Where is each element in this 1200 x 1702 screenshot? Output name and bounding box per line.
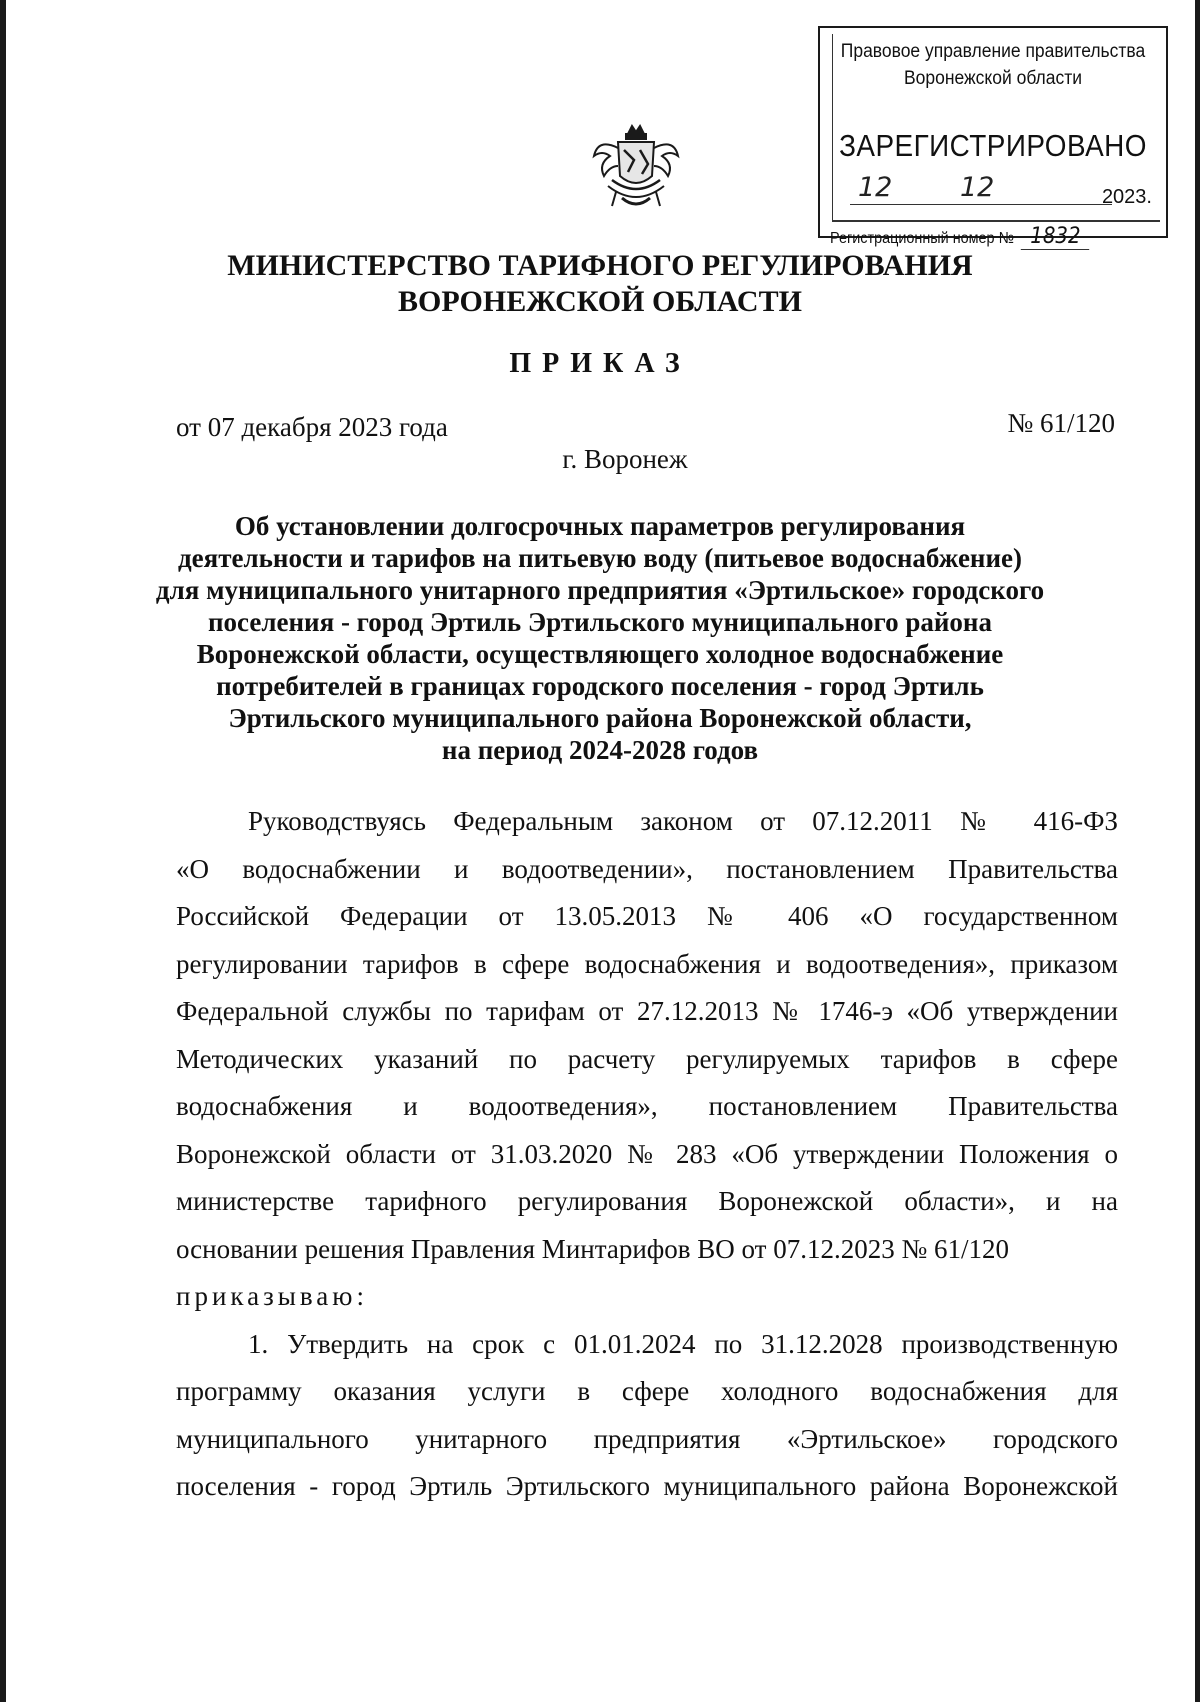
subject-line: поселения - город Эртиль Эртильского муниципального района xyxy=(207,607,992,637)
subject-line: Об установлении долгосрочных параметров регулирования xyxy=(234,511,966,541)
orders-word: приказываю: xyxy=(176,1281,368,1311)
order-date: от 07 декабря 2023 года xyxy=(176,412,448,442)
subject-line: Эртильского муниципального района Воронежской области, xyxy=(228,703,972,733)
stamp-organization xyxy=(834,38,1152,92)
stamp-regnum-label: Регистрационный номер № xyxy=(830,230,1015,247)
registration-stamp xyxy=(818,26,1168,249)
order-body xyxy=(176,798,1118,1511)
order-number: № 61/120 xyxy=(1007,408,1115,438)
subject-line: Воронежской области, осуществляющего холодное водоснабжение xyxy=(196,639,1004,669)
item1-line: 1. Утвердить на срок с 01.01.2024 по 31.12.2028 производственную xyxy=(248,1328,1118,1359)
body-line: министерстве тарифного регулирования Воронежской области», и на xyxy=(176,1186,1118,1216)
scan-edge-left xyxy=(0,0,6,1702)
stamp-month: 12 xyxy=(960,172,995,203)
body-line: Воронежской области от 31.03.2020 № 283 «Об утверждении Положения о xyxy=(176,1138,1118,1169)
coat-of-arms-icon xyxy=(588,120,684,212)
subject-line: на период 2024-2028 годов xyxy=(441,735,759,765)
item1-line: муниципального унитарного предприятия «Эртильское» городского xyxy=(176,1423,1118,1454)
stamp-registered-label: ЗАРЕГИСТРИРОВАНО xyxy=(839,128,1147,163)
order-city: г. Воронеж xyxy=(562,444,688,474)
scan-edge-right xyxy=(1195,0,1200,1702)
stamp-day: 12 xyxy=(858,172,893,203)
body-line: водоснабжения и водоотведения», постановлением Правительства xyxy=(176,1091,1118,1121)
ministry-title xyxy=(100,248,1100,320)
body-line: Российской Федерации от 13.05.2013 № 406 «О государственном xyxy=(176,901,1118,931)
stamp-org-line1: Правовое управление правительства xyxy=(840,41,1146,62)
stamp-date-line xyxy=(850,204,1112,205)
ministry-title-line1: МИНИСТЕРСТВО ТАРИФНОГО РЕГУЛИРОВАНИЯ xyxy=(227,249,973,282)
order-heading: ПРИКАЗ xyxy=(509,348,691,379)
body-line: регулировании тарифов в сфере водоснабжения и водоотведения», приказом xyxy=(176,948,1118,979)
body-line: «О водоснабжении и водоотведении», постановлением Правительства xyxy=(176,853,1118,884)
body-line: Руководствуясь Федеральным законом от 07.12.2011 № 416-ФЗ xyxy=(248,806,1118,836)
stamp-regnum xyxy=(830,224,1090,249)
order-subject xyxy=(150,510,1050,766)
stamp-year: 2023. xyxy=(1101,186,1152,208)
body-line: основании решения Правления Минтарифов ВО от 07.12.2023 № 61/120 xyxy=(176,1233,1009,1264)
subject-line: деятельности и тарифов на питьевую воду (питьевое водоснабжение) xyxy=(177,543,1023,573)
stamp-org-line2: Воронежской области xyxy=(903,68,1082,89)
item1-line: поселения - город Эртиль Эртильского муниципального района Воронежской xyxy=(176,1471,1118,1501)
subject-line: потребителей в границах городского поселения - город Эртиль xyxy=(216,671,984,701)
body-line: Федеральной службы по тарифам от 27.12.2013 № 1746-э «Об утверждении xyxy=(176,996,1118,1026)
body-line: Методических указаний по расчету регулируемых тарифов в сфере xyxy=(176,1043,1118,1074)
stamp-regnum-value: 1832 xyxy=(1021,224,1089,250)
ministry-title-line2: ВОРОНЕЖСКОЙ ОБЛАСТИ xyxy=(398,285,802,318)
subject-line: для муниципального унитарного предприятия «Эртильское» городского xyxy=(155,575,1045,605)
item1-line: программу оказания услуги в сфере холодного водоснабжения для xyxy=(176,1376,1118,1406)
stamp-date xyxy=(850,172,1152,210)
